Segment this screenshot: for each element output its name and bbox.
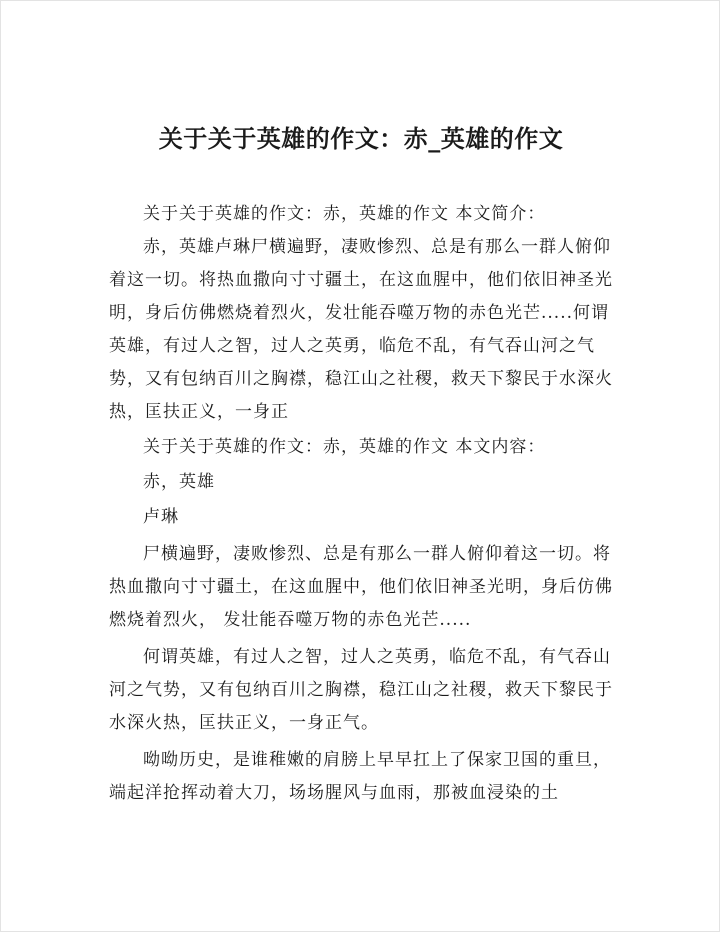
- essay-title: 赤，英雄: [143, 472, 215, 492]
- body-paragraph: 尸横遍野，凄败惨烈、总是有那么一群人俯仰着这一切。将热血撒向寸寸疆土，在这血腥中，他们依旧神圣光明，身后仿佛燃烧着烈火， 发壮能吞噬万物的赤色光芒.....: [109, 544, 613, 630]
- body-paragraph: 呦呦历史，是谁稚嫩的肩膀上早早扛上了保家卫国的重旦，端起洋抢挥动着大刀，场场腥风与血雨，那被血浸染的土: [109, 750, 611, 803]
- document-title: 关于关于英雄的作文：赤_英雄的作文: [158, 125, 564, 153]
- summary-heading: 关于关于英雄的作文：赤，英雄的作文 本文简介：: [143, 204, 546, 224]
- content-heading: 关于关于英雄的作文：赤，英雄的作文 本文内容：: [143, 437, 546, 457]
- summary-paragraph: 赤，英雄卢琳尸横遍野，凄败惨烈、总是有那么一群人俯仰着这一切。将热血撒向寸寸疆土，在这血腥中，他们依旧神圣光明，身后仿佛燃烧着烈火，发壮能吞噬万物的赤色光芒.....何谓英雄，有过人之智，过人之英勇，临危不乱，有气吞山河之气势，又有包纳百川之胸襟，稳江山之社稷，救天下黎民于水深火热，匡扶正义，一身正: [109, 237, 613, 422]
- document-body: [109, 198, 615, 810]
- essay-author: 卢琳: [143, 507, 179, 527]
- body-paragraph: 何谓英雄，有过人之智，过人之英勇，临危不乱，有气吞山河之气势，又有包纳百川之胸襟，稳江山之社稷，救天下黎民于水深火热，匡扶正义，一身正气。: [109, 647, 613, 733]
